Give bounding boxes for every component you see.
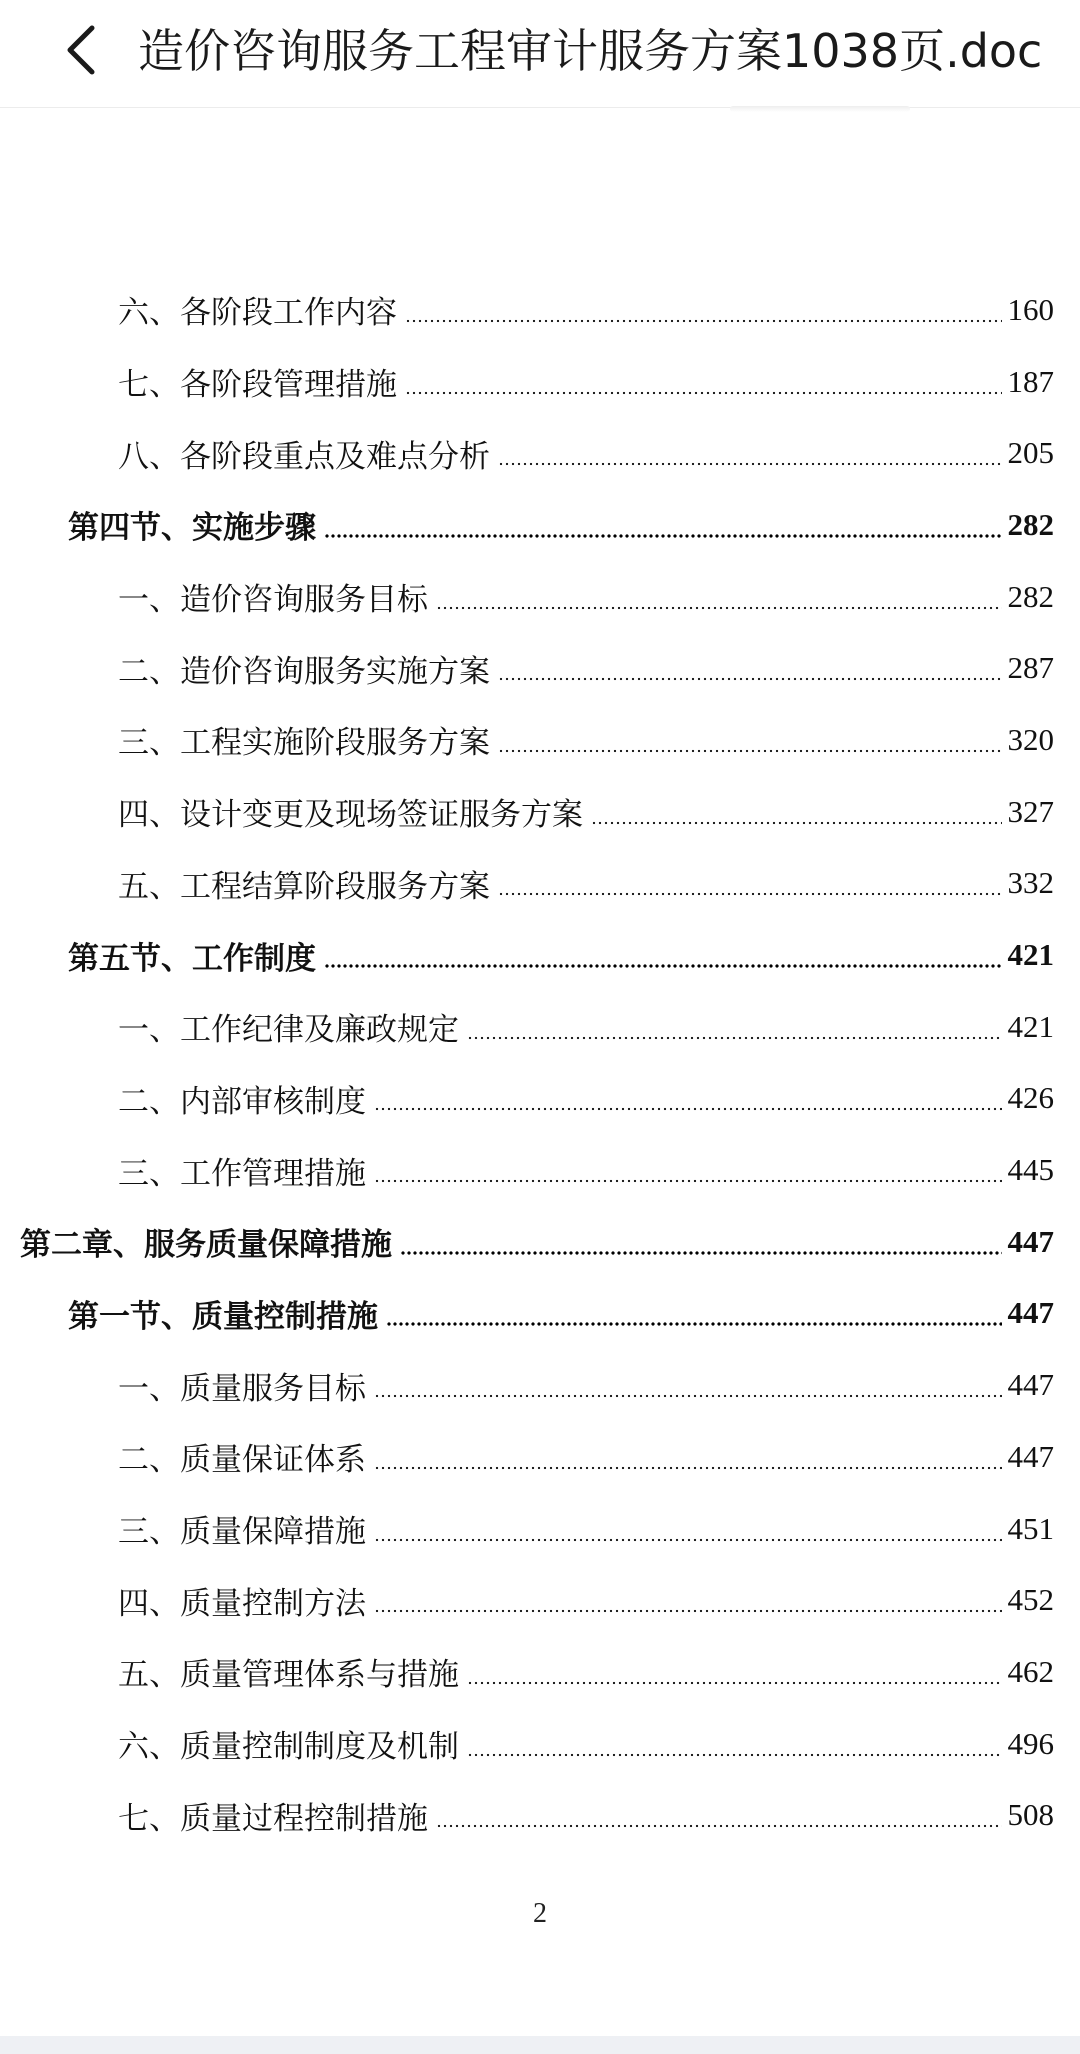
toc-entry-label: 五、工程结算阶段服务方案 <box>118 868 490 905</box>
toc-entry-page: 421 <box>1007 937 1054 973</box>
toc-dot-leader <box>436 1824 1002 1828</box>
toc-entry-page: 445 <box>1007 1152 1054 1188</box>
toc-dot-leader <box>591 821 1002 825</box>
toc-entry-page: 447 <box>1007 1295 1054 1331</box>
toc-dot-leader <box>467 1681 1002 1685</box>
toc-entry-page: 496 <box>1007 1725 1054 1761</box>
toc-entry-page: 320 <box>1007 721 1054 757</box>
toc-entry[interactable] <box>0 1206 1080 1278</box>
toc-dot-leader <box>498 749 1002 753</box>
toc-entry[interactable] <box>0 1134 1080 1206</box>
toc-dot-leader <box>324 534 1002 538</box>
toc-entry[interactable] <box>0 991 1080 1063</box>
toc-entry-label: 第一节、质量控制措施 <box>68 1298 378 1335</box>
toc-dot-leader <box>374 1609 1002 1613</box>
toc-dot-leader <box>498 892 1002 896</box>
toc-entry[interactable] <box>0 417 1080 489</box>
toc-dot-leader <box>400 1251 1002 1255</box>
toc-entry-page: 447 <box>1007 1223 1054 1259</box>
toc-dot-leader <box>374 1538 1002 1542</box>
toc-entry-label: 三、工作管理措施 <box>118 1155 366 1192</box>
toc-entry[interactable] <box>0 489 1080 561</box>
back-button[interactable] <box>50 20 110 80</box>
toc-entry-label: 第二章、服务质量保障措施 <box>20 1227 392 1264</box>
toc-entry-label: 四、质量控制方法 <box>118 1585 366 1622</box>
toc-entry-label: 五、质量管理体系与措施 <box>118 1657 459 1694</box>
toc-dot-leader <box>374 1179 1002 1183</box>
toc-entry[interactable] <box>0 1708 1080 1780</box>
toc-entry[interactable] <box>0 561 1080 633</box>
toc-dot-leader <box>386 1322 1002 1326</box>
toc-entry[interactable] <box>0 632 1080 704</box>
toc-entry[interactable] <box>0 346 1080 418</box>
toc-entry-page: 282 <box>1007 506 1054 542</box>
toc-entry-page: 187 <box>1007 363 1054 399</box>
toc-entry-label: 第五节、工作制度 <box>68 940 316 977</box>
toc-entry[interactable] <box>0 1779 1080 1851</box>
toc-entry-page: 508 <box>1007 1797 1054 1833</box>
toc-entry-page: 160 <box>1007 291 1054 327</box>
toc-entry[interactable] <box>0 776 1080 848</box>
page-number: 2 <box>533 1898 547 1929</box>
document-title: 造价咨询服务工程审计服务方案1038页.doc <box>138 24 1043 78</box>
toc-entry-page: 205 <box>1007 435 1054 471</box>
toc-entry[interactable] <box>0 1063 1080 1135</box>
toc-entry-label: 七、各阶段管理措施 <box>118 367 397 404</box>
toc-dot-leader <box>374 1466 1002 1470</box>
toc-dot-leader <box>324 964 1002 968</box>
toc-entry-label: 六、质量控制制度及机制 <box>118 1729 459 1766</box>
toc-entry[interactable] <box>0 1349 1080 1421</box>
toc-entry-label: 二、内部审核制度 <box>118 1083 366 1120</box>
toc-entry-page: 287 <box>1007 650 1054 686</box>
toc-entry-label: 八、各阶段重点及难点分析 <box>118 438 490 475</box>
toc-entry-label: 一、质量服务目标 <box>118 1370 366 1407</box>
toc-entry-page: 426 <box>1007 1080 1054 1116</box>
toc-entry-page: 452 <box>1007 1582 1054 1618</box>
toc-entry-label: 二、造价咨询服务实施方案 <box>118 653 490 690</box>
toolbar-shadow <box>730 106 910 112</box>
toc-entry-label: 一、工作纪律及廉政规定 <box>118 1012 459 1049</box>
toc-entry-page: 282 <box>1007 578 1054 614</box>
toc-entry-label: 六、各阶段工作内容 <box>118 295 397 332</box>
toc-entry-page: 462 <box>1007 1653 1054 1689</box>
toc-entry[interactable] <box>0 1421 1080 1493</box>
bottom-edge <box>0 2036 1080 2054</box>
toc-entry[interactable] <box>0 1278 1080 1350</box>
toc-dot-leader <box>374 1394 1002 1398</box>
top-app-bar <box>0 0 1080 108</box>
toc-dot-leader <box>405 391 1002 395</box>
toc-dot-leader <box>374 1107 1002 1111</box>
toc-entry-page: 327 <box>1007 793 1054 829</box>
toc-entry-label: 第四节、实施步骤 <box>68 510 316 547</box>
toc-entry-page: 332 <box>1007 865 1054 901</box>
toc-entry[interactable] <box>0 919 1080 991</box>
toc-dot-leader <box>467 1036 1002 1040</box>
toc-dot-leader <box>498 462 1002 466</box>
toc-entry-label: 四、设计变更及现场签证服务方案 <box>118 797 583 834</box>
toc-entry-label: 三、质量保障措施 <box>118 1514 366 1551</box>
toc-entry[interactable] <box>0 274 1080 346</box>
chevron-left-icon <box>62 24 98 76</box>
toc-entry[interactable] <box>0 1636 1080 1708</box>
toc-dot-leader <box>498 677 1002 681</box>
toc-dot-leader <box>467 1753 1002 1757</box>
toc-entry-page: 447 <box>1007 1438 1054 1474</box>
toc-entry[interactable] <box>0 848 1080 920</box>
toc-dot-leader <box>405 319 1002 323</box>
toc-entry-label: 七、质量过程控制措施 <box>118 1800 428 1837</box>
toc-entry[interactable] <box>0 1493 1080 1565</box>
toc-entry[interactable] <box>0 1564 1080 1636</box>
table-of-contents <box>0 274 1080 1851</box>
toc-entry-label: 三、工程实施阶段服务方案 <box>118 725 490 762</box>
toc-entry-label: 一、造价咨询服务目标 <box>118 582 428 619</box>
toc-entry-page: 447 <box>1007 1367 1054 1403</box>
toc-entry-label: 二、质量保证体系 <box>118 1442 366 1479</box>
toc-entry[interactable] <box>0 704 1080 776</box>
toc-entry-page: 421 <box>1007 1008 1054 1044</box>
toc-dot-leader <box>436 606 1002 610</box>
toc-entry-page: 451 <box>1007 1510 1054 1546</box>
